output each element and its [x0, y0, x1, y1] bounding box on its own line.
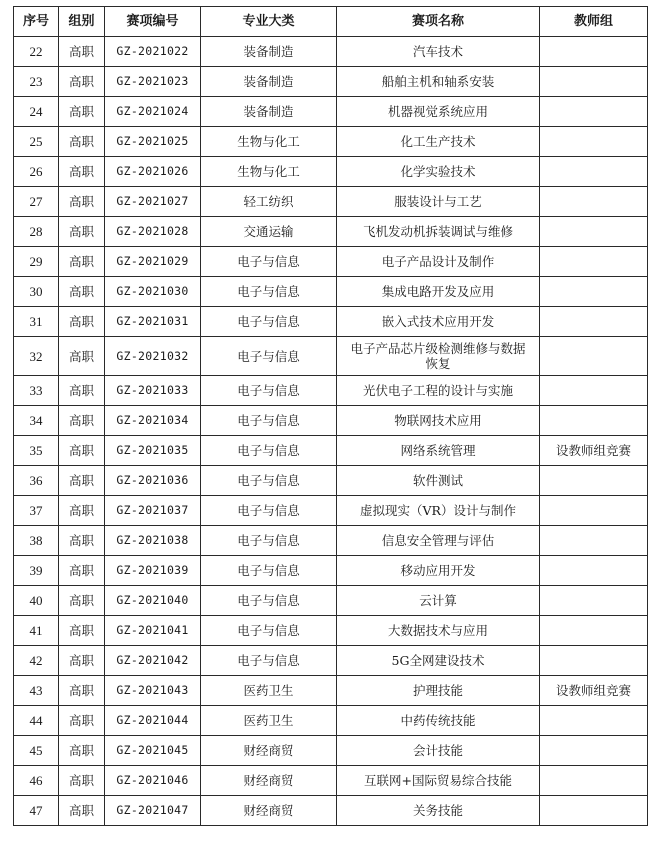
- row-number: 23: [14, 67, 59, 97]
- row-event-name: 软件测试: [337, 466, 540, 496]
- competition-table: [13, 6, 648, 826]
- row-event-name: 中药传统技能: [337, 706, 540, 736]
- row-code: GZ-2021040: [105, 586, 201, 616]
- row-teacher-group: [540, 736, 648, 766]
- row-number: 38: [14, 526, 59, 556]
- row-number: 24: [14, 97, 59, 127]
- row-code: GZ-2021023: [105, 67, 201, 97]
- row-code: GZ-2021038: [105, 526, 201, 556]
- row-category: 电子与信息: [201, 337, 337, 376]
- row-code: GZ-2021043: [105, 676, 201, 706]
- row-category: 电子与信息: [201, 526, 337, 556]
- row-group: 高职: [59, 247, 105, 277]
- row-category: 电子与信息: [201, 436, 337, 466]
- table-row: [14, 67, 648, 97]
- row-teacher-group: [540, 376, 648, 406]
- row-category: 电子与信息: [201, 307, 337, 337]
- table-row: [14, 406, 648, 436]
- row-group: 高职: [59, 676, 105, 706]
- row-code: GZ-2021034: [105, 406, 201, 436]
- row-teacher-group: [540, 706, 648, 736]
- row-code: GZ-2021039: [105, 556, 201, 586]
- row-number: 34: [14, 406, 59, 436]
- row-category: 装备制造: [201, 37, 337, 67]
- table-row: [14, 676, 648, 706]
- row-event-name: 移动应用开发: [337, 556, 540, 586]
- row-number: 35: [14, 436, 59, 466]
- row-category: 装备制造: [201, 97, 337, 127]
- row-category: 电子与信息: [201, 616, 337, 646]
- row-category: 电子与信息: [201, 556, 337, 586]
- table-row: [14, 586, 648, 616]
- row-teacher-group: [540, 496, 648, 526]
- row-code: GZ-2021032: [105, 337, 201, 376]
- row-group: 高职: [59, 526, 105, 556]
- row-code: GZ-2021037: [105, 496, 201, 526]
- row-code: GZ-2021030: [105, 277, 201, 307]
- row-code: GZ-2021022: [105, 37, 201, 67]
- row-group: 高职: [59, 157, 105, 187]
- row-group: 高职: [59, 37, 105, 67]
- row-category: 电子与信息: [201, 376, 337, 406]
- row-group: 高职: [59, 97, 105, 127]
- row-teacher-group: 设教师组竞赛: [540, 436, 648, 466]
- header-category: 专业大类: [201, 7, 337, 37]
- table-row: [14, 376, 648, 406]
- row-event-name: 船舶主机和轴系安装: [337, 67, 540, 97]
- row-group: 高职: [59, 736, 105, 766]
- row-group: 高职: [59, 376, 105, 406]
- row-event-name: 会计技能: [337, 736, 540, 766]
- row-teacher-group: [540, 796, 648, 826]
- row-code: GZ-2021029: [105, 247, 201, 277]
- row-number: 43: [14, 676, 59, 706]
- row-teacher-group: [540, 466, 648, 496]
- table-row: [14, 337, 648, 376]
- row-number: 27: [14, 187, 59, 217]
- table-row: [14, 157, 648, 187]
- row-teacher-group: [540, 187, 648, 217]
- row-category: 装备制造: [201, 67, 337, 97]
- row-event-name: 5G全网建设技术: [337, 646, 540, 676]
- row-number: 47: [14, 796, 59, 826]
- row-number: 45: [14, 736, 59, 766]
- table-row: [14, 307, 648, 337]
- row-group: 高职: [59, 766, 105, 796]
- row-teacher-group: [540, 556, 648, 586]
- row-code: GZ-2021028: [105, 217, 201, 247]
- row-group: 高职: [59, 466, 105, 496]
- row-code: GZ-2021024: [105, 97, 201, 127]
- row-code: GZ-2021047: [105, 796, 201, 826]
- row-event-name: 化工生产技术: [337, 127, 540, 157]
- row-category: 电子与信息: [201, 586, 337, 616]
- row-group: 高职: [59, 646, 105, 676]
- table-row: [14, 616, 648, 646]
- row-code: GZ-2021042: [105, 646, 201, 676]
- row-teacher-group: [540, 127, 648, 157]
- row-code: GZ-2021041: [105, 616, 201, 646]
- row-group: 高职: [59, 406, 105, 436]
- row-category: 电子与信息: [201, 466, 337, 496]
- row-teacher-group: [540, 307, 648, 337]
- row-category: 轻工纺织: [201, 187, 337, 217]
- table-row: [14, 127, 648, 157]
- table-row: [14, 736, 648, 766]
- row-category: 生物与化工: [201, 127, 337, 157]
- header-name: 赛项名称: [337, 7, 540, 37]
- row-number: 32: [14, 337, 59, 376]
- row-teacher-group: [540, 217, 648, 247]
- row-number: 31: [14, 307, 59, 337]
- row-number: 44: [14, 706, 59, 736]
- row-category: 财经商贸: [201, 736, 337, 766]
- row-teacher-group: [540, 247, 648, 277]
- row-group: 高职: [59, 556, 105, 586]
- row-category: 电子与信息: [201, 646, 337, 676]
- row-event-name: 信息安全管理与评估: [337, 526, 540, 556]
- table-row: [14, 97, 648, 127]
- row-teacher-group: 设教师组竞赛: [540, 676, 648, 706]
- row-event-name: 护理技能: [337, 676, 540, 706]
- row-code: GZ-2021031: [105, 307, 201, 337]
- table-row: [14, 277, 648, 307]
- row-category: 财经商贸: [201, 766, 337, 796]
- row-number: 42: [14, 646, 59, 676]
- row-event-name: 互联网+国际贸易综合技能: [337, 766, 540, 796]
- row-number: 28: [14, 217, 59, 247]
- table-row: [14, 766, 648, 796]
- table-row: [14, 706, 648, 736]
- header-code: 赛项编号: [105, 7, 201, 37]
- row-number: 26: [14, 157, 59, 187]
- row-category: 医药卫生: [201, 706, 337, 736]
- table-row: [14, 466, 648, 496]
- row-event-name: 网络系统管理: [337, 436, 540, 466]
- row-teacher-group: [540, 406, 648, 436]
- row-teacher-group: [540, 616, 648, 646]
- table-body: [14, 37, 648, 826]
- row-category: 医药卫生: [201, 676, 337, 706]
- row-number: 22: [14, 37, 59, 67]
- row-teacher-group: [540, 766, 648, 796]
- row-event-name: 飞机发动机拆装调试与维修: [337, 217, 540, 247]
- row-group: 高职: [59, 796, 105, 826]
- row-event-name: 云计算: [337, 586, 540, 616]
- table-row: [14, 217, 648, 247]
- row-category: 电子与信息: [201, 247, 337, 277]
- row-teacher-group: [540, 646, 648, 676]
- row-group: 高职: [59, 307, 105, 337]
- row-code: GZ-2021025: [105, 127, 201, 157]
- row-teacher-group: [540, 37, 648, 67]
- row-teacher-group: [540, 337, 648, 376]
- row-group: 高职: [59, 706, 105, 736]
- table-row: [14, 796, 648, 826]
- header-no: 序号: [14, 7, 59, 37]
- row-event-name: 汽车技术: [337, 37, 540, 67]
- row-event-name: 嵌入式技术应用开发: [337, 307, 540, 337]
- row-category: 交通运输: [201, 217, 337, 247]
- table-row: [14, 646, 648, 676]
- row-event-name: 服装设计与工艺: [337, 187, 540, 217]
- row-category: 电子与信息: [201, 277, 337, 307]
- row-code: GZ-2021033: [105, 376, 201, 406]
- row-code: GZ-2021036: [105, 466, 201, 496]
- row-number: 36: [14, 466, 59, 496]
- row-number: 40: [14, 586, 59, 616]
- table-row: [14, 496, 648, 526]
- document-page: [13, 6, 647, 826]
- row-code: GZ-2021045: [105, 736, 201, 766]
- row-teacher-group: [540, 157, 648, 187]
- row-code: GZ-2021026: [105, 157, 201, 187]
- row-number: 46: [14, 766, 59, 796]
- row-event-name: 关务技能: [337, 796, 540, 826]
- table-row: [14, 247, 648, 277]
- row-number: 37: [14, 496, 59, 526]
- row-event-name: 机器视觉系统应用: [337, 97, 540, 127]
- row-group: 高职: [59, 616, 105, 646]
- row-group: 高职: [59, 586, 105, 616]
- row-teacher-group: [540, 526, 648, 556]
- row-group: 高职: [59, 187, 105, 217]
- table-row: [14, 526, 648, 556]
- row-category: 电子与信息: [201, 496, 337, 526]
- row-event-name: 光伏电子工程的设计与实施: [337, 376, 540, 406]
- row-event-name: 电子产品设计及制作: [337, 247, 540, 277]
- row-category: 生物与化工: [201, 157, 337, 187]
- row-code: GZ-2021046: [105, 766, 201, 796]
- row-group: 高职: [59, 67, 105, 97]
- table-header-row: [14, 7, 648, 37]
- table-row: [14, 187, 648, 217]
- table-row: [14, 37, 648, 67]
- row-group: 高职: [59, 217, 105, 247]
- row-number: 39: [14, 556, 59, 586]
- row-category: 财经商贸: [201, 796, 337, 826]
- row-number: 29: [14, 247, 59, 277]
- row-teacher-group: [540, 67, 648, 97]
- row-teacher-group: [540, 586, 648, 616]
- row-code: GZ-2021027: [105, 187, 201, 217]
- row-code: GZ-2021035: [105, 436, 201, 466]
- row-number: 30: [14, 277, 59, 307]
- row-group: 高职: [59, 277, 105, 307]
- row-group: 高职: [59, 436, 105, 466]
- row-number: 33: [14, 376, 59, 406]
- row-event-name: 物联网技术应用: [337, 406, 540, 436]
- row-group: 高职: [59, 127, 105, 157]
- row-code: GZ-2021044: [105, 706, 201, 736]
- row-group: 高职: [59, 496, 105, 526]
- table-row: [14, 436, 648, 466]
- row-event-name: 集成电路开发及应用: [337, 277, 540, 307]
- row-event-name: 电子产品芯片级检测维修与数据恢复: [337, 337, 540, 376]
- row-teacher-group: [540, 97, 648, 127]
- row-teacher-group: [540, 277, 648, 307]
- row-number: 25: [14, 127, 59, 157]
- row-event-name: 大数据技术与应用: [337, 616, 540, 646]
- row-event-name: 化学实验技术: [337, 157, 540, 187]
- header-group: 组别: [59, 7, 105, 37]
- header-teacher-group: 教师组: [540, 7, 648, 37]
- row-event-name: 虚拟现实（VR）设计与制作: [337, 496, 540, 526]
- table-row: [14, 556, 648, 586]
- row-group: 高职: [59, 337, 105, 376]
- row-category: 电子与信息: [201, 406, 337, 436]
- row-number: 41: [14, 616, 59, 646]
